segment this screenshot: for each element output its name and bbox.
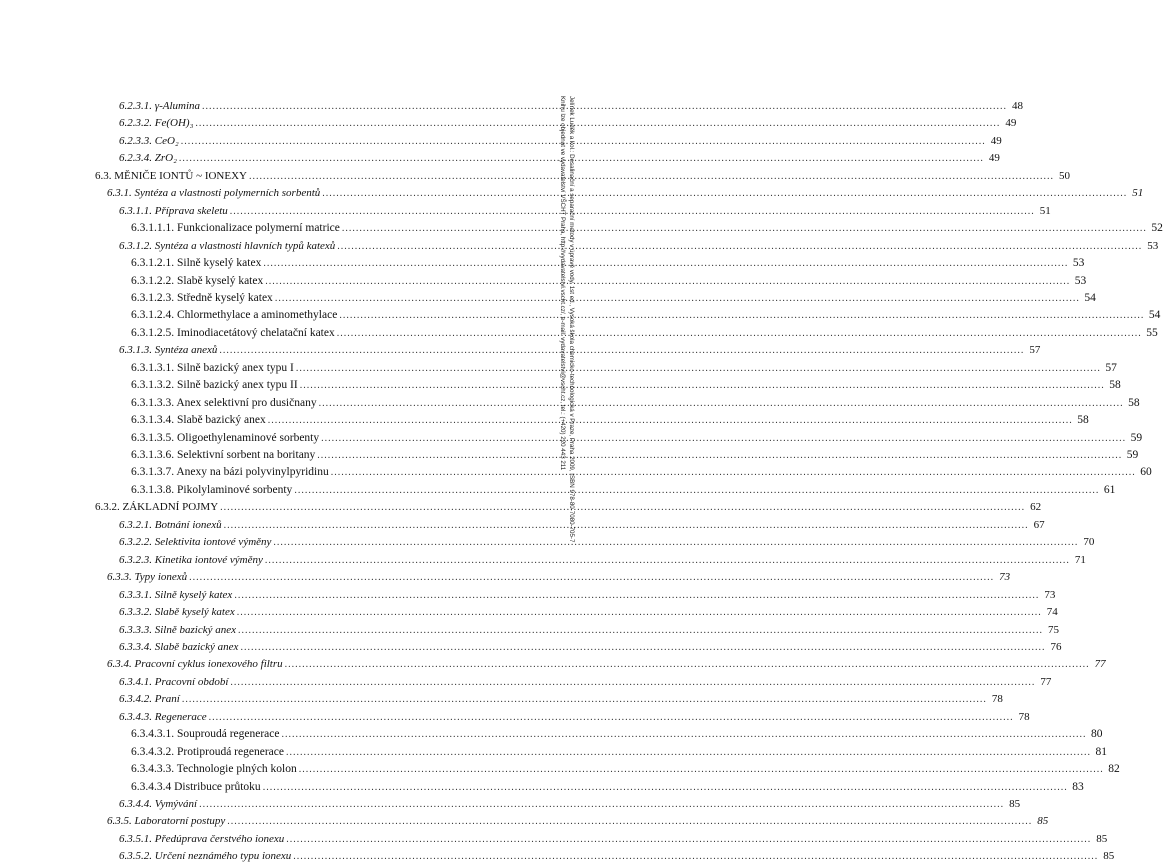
toc-leader-dots (179, 150, 984, 167)
toc-leader-dots (342, 220, 1147, 237)
toc-leader-dots (240, 639, 1045, 656)
toc-entry-page: 61 (1103, 483, 1116, 496)
toc-entry-title: 6.3.1.2.4. Chlormethylace a aminomethylace (131, 309, 338, 322)
toc-entry (119, 831, 1108, 848)
toc-entry-page: 49 (988, 152, 1000, 165)
toc-entry (131, 377, 1121, 394)
toc-entry (119, 517, 1045, 534)
toc-entry-page: 73 (999, 571, 1011, 584)
toc-entry-page: 58 (1109, 379, 1121, 392)
toc-entry-title: 6.3.1.2.5. Iminodiacetátový chelatační katex (131, 326, 335, 339)
toc-entry-title: 6.2.3.1. γ-Alumina (119, 100, 201, 112)
toc-entry-page: 49 (1005, 117, 1017, 130)
toc-entry-title: 6.3.3.3. Silně bazický anex (119, 623, 236, 636)
toc-entry-title: 6.3.2.1. Botnání ionexů (119, 518, 222, 531)
toc-entry-title: 6.3.1.3.3. Anex selektivní pro dusičnany (131, 396, 317, 409)
toc-entry-title: 6.3.1.1.1. Funkcionalizace polymerní matrice (131, 222, 340, 235)
publisher-line: Knihu lze objednat ve vydavatelství VŠCHT Praha, http://vydavatelstvi.vscht.cz/, e-mail: vydavatelstvi@vscht.cz, tel.: (+420) 220 443 211 (559, 96, 566, 471)
toc-entry (131, 325, 1158, 342)
toc-entry (119, 552, 1086, 569)
toc-entry (131, 255, 1085, 272)
toc-leader-dots (265, 552, 1070, 569)
toc-entry-page: 85 (1037, 815, 1049, 828)
toc-entry (119, 848, 1115, 865)
toc-entry (119, 796, 1021, 813)
toc-entry-page: 85 (1009, 798, 1021, 810)
toc-leader-dots (202, 98, 1007, 115)
toc-entry-title: 6.3.1.3. Syntéza anexů (119, 344, 218, 357)
toc-leader-dots (189, 569, 994, 586)
toc-leader-dots (337, 238, 1142, 255)
toc-leader-dots (285, 656, 1090, 673)
toc-entry-page: 48 (1012, 100, 1024, 112)
toc-entry-title: 6.3.4.3.1. Souproudá regenerace (131, 728, 280, 741)
toc-leader-dots (321, 430, 1126, 447)
citation-sidenote (542, 96, 576, 543)
toc-entry-page: 85 (1103, 850, 1115, 863)
toc-entry-page: 50 (1059, 169, 1070, 182)
toc-entry (131, 482, 1116, 499)
toc-leader-dots (268, 412, 1073, 429)
toc-leader-dots (339, 307, 1144, 324)
toc-entry (119, 604, 1058, 621)
toc-leader-dots (237, 604, 1042, 621)
toc-entry (107, 813, 1049, 830)
toc-entry-title: 6.3.1.1. Příprava skeletu (119, 204, 228, 217)
toc-entry-page: 77 (1094, 658, 1106, 671)
toc-entry-title: 6.3.2. ZÁKLADNÍ POJMY (95, 501, 219, 514)
toc-entry-title: 6.3.3. Typy ionexů (107, 571, 188, 584)
toc-leader-dots (286, 744, 1091, 761)
toc-entry (119, 203, 1051, 220)
toc-entry-title: 6.3.4.3. Regenerace (119, 710, 207, 723)
toc-entry-title: 6.3.2.3. Kinetika iontové výměny (119, 553, 263, 566)
toc-entry-page: 78 (991, 693, 1003, 706)
toc-leader-dots (234, 587, 1039, 604)
toc-entry-page: 58 (1128, 396, 1140, 409)
toc-entry (119, 674, 1052, 691)
toc-leader-dots (195, 115, 1000, 132)
toc-entry (119, 639, 1062, 656)
toc-entry-page: 57 (1105, 361, 1117, 374)
toc-entry-title: 6.3.1.3.8. Pikolylaminové sorbenty (131, 483, 293, 496)
toc-entry (119, 115, 1017, 132)
toc-entry-title: 6.3.4.1. Pracovní období (119, 675, 229, 688)
toc-entry (119, 709, 1030, 726)
toc-leader-dots (199, 796, 1004, 813)
toc-entry-title: 6.3.1. Syntéza a vlastnosti polymerních sorbentů (107, 187, 321, 200)
toc-entry (107, 656, 1106, 673)
toc-entry-page: 76 (1050, 640, 1062, 653)
toc-leader-dots (224, 517, 1029, 534)
toc-entry-page: 59 (1126, 449, 1139, 461)
toc-entry (131, 307, 1161, 324)
toc-entry-title: 6.3.3.2. Slabě kyselý katex (119, 606, 235, 619)
toc-entry-title: 6.2.3.2. Fe(OH)₃ (119, 117, 194, 130)
citation-line: Jelínek Luděk a kol.: Desalinační a separační metody v úpravě vody, 1st ed., Vysoká škola chemicko-technologická v Praze, Praha 2009, ISBN 978-80-7080-705-7 (568, 96, 575, 543)
toc-entry-title: 6.3.3.4. Slabě bazický anex (119, 640, 239, 653)
toc-entry-page: 77 (1040, 675, 1052, 688)
toc-entry (131, 447, 1139, 464)
toc-entry (131, 761, 1120, 778)
toc-entry-title: 6.3.1.3.2. Silně bazický anex typu II (131, 379, 298, 392)
toc-entry-page: 75 (1048, 623, 1059, 636)
toc-entry (119, 534, 1095, 551)
toc-entry (131, 744, 1107, 761)
toc-leader-dots (300, 377, 1105, 394)
toc-entry-page: 53 (1072, 257, 1085, 270)
toc-leader-dots (249, 168, 1054, 185)
toc-entry-title: 6.3.1.3.7. Anexy na bázi polyvinylpyridinu (131, 466, 329, 479)
toc-leader-dots (220, 499, 1025, 516)
toc-leader-dots (319, 395, 1124, 412)
toc-entry (119, 98, 1024, 115)
toc-entry (119, 342, 1041, 359)
toc-entry (95, 168, 1070, 185)
toc-leader-dots (322, 185, 1127, 202)
toc-entry-page: 78 (1018, 710, 1030, 723)
toc-entry-title: 6.3.4.2. Praní (119, 693, 180, 706)
toc-entry (119, 133, 1002, 150)
toc-entry (119, 238, 1159, 255)
toc-entry-page: 67 (1033, 518, 1045, 531)
toc-entry-page: 73 (1044, 588, 1056, 601)
toc-entry-title: 6.3.1.2.2. Slabě kyselý katex (131, 274, 264, 287)
toc-entry (119, 587, 1056, 604)
toc-entry-title: 6.3.5.1. Předúprava čerstvého ionexu (119, 832, 285, 845)
toc-entry (131, 412, 1089, 429)
toc-leader-dots (299, 761, 1104, 778)
toc-leader-dots (337, 325, 1142, 342)
toc-entry-page: 74 (1046, 606, 1058, 619)
toc-entry-title: 6.2.3.3. CeO₂ (119, 134, 179, 147)
toc-entry-page: 53 (1074, 274, 1087, 287)
toc-entry-page: 51 (1039, 204, 1051, 217)
toc-entry-page: 51 (1132, 187, 1144, 200)
toc-entry-title: 6.3.1.3.6. Selektivní sorbent na boritany (131, 449, 316, 461)
toc-leader-dots (293, 848, 1098, 865)
toc-entry (107, 569, 1011, 586)
toc-entry-title: 6.3.2.2. Selektivita iontové výměny (119, 536, 272, 549)
toc-leader-dots (286, 831, 1091, 848)
toc-entry (131, 464, 1152, 481)
toc-entry-page: 59 (1130, 431, 1143, 444)
toc-leader-dots (181, 133, 986, 150)
toc-entry-title: 6.3.4. Pracovní cyklus ionexového filtru (107, 658, 283, 671)
toc-entry-page: 80 (1091, 728, 1103, 741)
toc-leader-dots (273, 534, 1078, 551)
toc-entry-title: 6.3.5. Laboratorní postupy (107, 815, 226, 828)
toc-leader-dots (219, 342, 1024, 359)
toc-entry (131, 395, 1140, 412)
toc-entry-page: 71 (1074, 553, 1086, 566)
toc-entry (131, 430, 1143, 447)
toc-entry-page: 54 (1084, 291, 1096, 304)
toc-leader-dots (209, 709, 1014, 726)
toc-leader-dots (263, 255, 1068, 272)
toc-entry-page: 85 (1096, 832, 1108, 845)
toc-entry (131, 779, 1084, 796)
toc-entry-title: 6.3.1.3.4. Slabě bazický anex (131, 414, 266, 427)
toc-leader-dots (227, 813, 1032, 830)
toc-entry-title: 6.3.4.3.2. Protiproudá regenerace (131, 745, 284, 758)
toc-entry-page: 62 (1030, 501, 1042, 514)
toc-entry-title: 6.3.4.3.4 Distribuce průtoku (131, 780, 261, 793)
toc-entry (131, 220, 1163, 237)
toc-leader-dots (275, 290, 1080, 307)
toc-entry (95, 499, 1042, 516)
toc-entry-page: 52 (1151, 222, 1163, 235)
toc-leader-dots (296, 360, 1101, 377)
toc-entry-title: 6.3.1.2. Syntéza a vlastnosti hlavních typů katexů (119, 239, 336, 252)
toc-entry (119, 150, 1000, 167)
toc-entry (119, 691, 1003, 708)
toc-entry-page: 57 (1029, 344, 1041, 357)
toc-entry-page: 58 (1077, 414, 1089, 427)
toc-entry-title: 6.3.1.3.1. Silně bazický anex typu I (131, 361, 294, 374)
toc-entry-page: 82 (1108, 763, 1120, 776)
toc-entry-page: 60 (1140, 466, 1152, 479)
toc-entry-title: 6.3.1.2.1. Silně kyselý katex (131, 257, 262, 270)
toc-entry-title: 6.2.3.4. ZrO₂ (119, 152, 177, 165)
toc-entry (131, 290, 1096, 307)
toc-entry (131, 726, 1103, 743)
toc-entry-page: 55 (1146, 326, 1158, 339)
toc-entry (131, 273, 1087, 290)
toc-leader-dots (265, 273, 1070, 290)
toc-entry (131, 360, 1117, 377)
toc-entry-title: 6.3.3.1. Silně kyselý katex (119, 588, 233, 601)
toc-entry (107, 185, 1144, 202)
toc-leader-dots (238, 622, 1043, 639)
toc-entry (119, 622, 1059, 639)
toc-entry-page: 70 (1083, 536, 1095, 549)
toc-entry-page: 83 (1072, 780, 1084, 793)
toc-entry-title: 6.3. MĚNIČE IONTŮ ~ IONEXY (95, 169, 247, 182)
toc-leader-dots (182, 691, 987, 708)
toc-leader-dots (282, 726, 1087, 743)
toc-entry-page: 53 (1147, 239, 1159, 252)
toc-entry-title: 6.3.4.4. Vymývání (119, 798, 198, 810)
toc-entry-page: 49 (990, 134, 1002, 147)
toc-leader-dots (331, 464, 1136, 481)
toc-leader-dots (294, 482, 1099, 499)
toc-leader-dots (317, 447, 1122, 464)
toc-entry-page: 54 (1148, 309, 1161, 322)
toc-leader-dots (230, 203, 1035, 220)
toc-entry-title: 6.3.1.2.3. Středně kyselý katex (131, 291, 273, 304)
toc-entry-page: 81 (1095, 745, 1107, 758)
toc-leader-dots (230, 674, 1035, 691)
toc-entry-title: 6.3.5.2. Určení neznámého typu ionexu (119, 850, 292, 863)
toc-entry-title: 6.3.1.3.5. Oligoethylenaminové sorbenty (131, 431, 320, 444)
toc-leader-dots (263, 779, 1068, 796)
toc-entry-title: 6.3.4.3.3. Technologie plných kolon (131, 763, 297, 776)
